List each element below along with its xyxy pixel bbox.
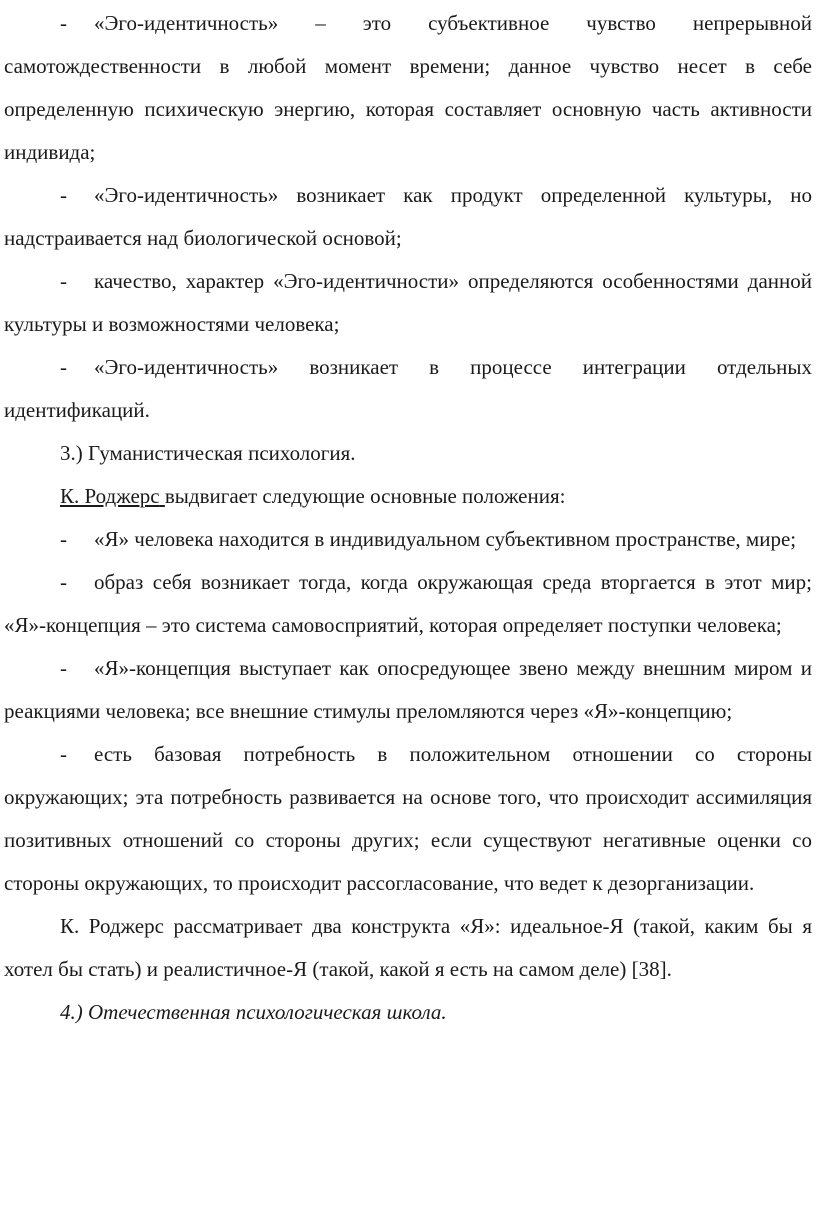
bullet-ego-1-text: «Эго-идентичность» – это субъективное чувство непрерывной самотождественности в любой момент времени; данное чувство несет в себе определенную психическую энергию, которая составляет основную часть активности индивида; bbox=[4, 11, 812, 164]
bullet-rogers-3 bbox=[4, 647, 812, 733]
bullet-dash: - bbox=[60, 656, 67, 680]
bullet-dash: - bbox=[60, 183, 67, 207]
section-4-heading: 4.) Отечественная психологическая школа. bbox=[60, 1000, 447, 1024]
rogers-intro bbox=[4, 475, 812, 518]
bullet-dash: - bbox=[60, 269, 67, 293]
section-3-heading: 3.) Гуманистическая психология. bbox=[60, 441, 356, 465]
bullet-dash: - bbox=[60, 527, 67, 551]
bullet-ego-3 bbox=[4, 260, 812, 346]
bullet-rogers-3-text: «Я»-концепция выступает как опосредующее звено между внешним миром и реакциями человека; все внешние стимулы преломляются через «Я»-концепцию; bbox=[4, 656, 812, 723]
rogers-intro-name: К. Роджерс bbox=[60, 484, 160, 508]
bullet-rogers-4 bbox=[4, 733, 812, 905]
bullet-ego-2 bbox=[4, 174, 812, 260]
bullet-rogers-2-text: образ себя возникает тогда, когда окружающая среда вторгается в этот мир; «Я»-концепция – это система самовосприятий, которая определяет поступки человека; bbox=[4, 570, 812, 637]
bullet-dash: - bbox=[60, 570, 67, 594]
bullet-dash: - bbox=[60, 355, 67, 379]
bullet-ego-2-text: «Эго-идентичность» возникает как продукт определенной культуры, но надстраивается над биологической основой; bbox=[4, 183, 812, 250]
bullet-ego-4 bbox=[4, 346, 812, 432]
bullet-dash: - bbox=[60, 742, 67, 766]
bullet-ego-3-text: качество, характер «Эго-идентичности» определяются особенностями данной культуры и возможностями человека; bbox=[4, 269, 812, 336]
bullet-dash: - bbox=[60, 11, 67, 35]
bullet-rogers-4-text: есть базовая потребность в положительном отношении со стороны окружающих; эта потребность развивается на основе того, что происходит ассимиляция позитивных отношений со стороны других; если существуют негативные оценки со стороны окружающих, то происходит рассогласование, что ведет к дезорганизации. bbox=[4, 742, 812, 895]
bullet-rogers-1-text: «Я» человека находится в индивидуальном субъективном пространстве, мире; bbox=[94, 527, 797, 551]
bullet-ego-1 bbox=[4, 2, 812, 174]
bullet-rogers-2 bbox=[4, 561, 812, 647]
bullet-rogers-1 bbox=[4, 518, 812, 561]
rogers-intro-rest: выдвигает следующие основные положения: bbox=[164, 484, 566, 508]
rogers-constructs-paragraph: К. Роджерс рассматривает два конструкта «Я»: идеальное-Я (такой, каким бы я хотел бы стать) и реалистичное-Я (такой, какой я есть на самом деле) [38]. bbox=[4, 914, 812, 981]
bullet-ego-4-text: «Эго-идентичность» возникает в процессе интеграции отдельных идентификаций. bbox=[4, 355, 812, 422]
